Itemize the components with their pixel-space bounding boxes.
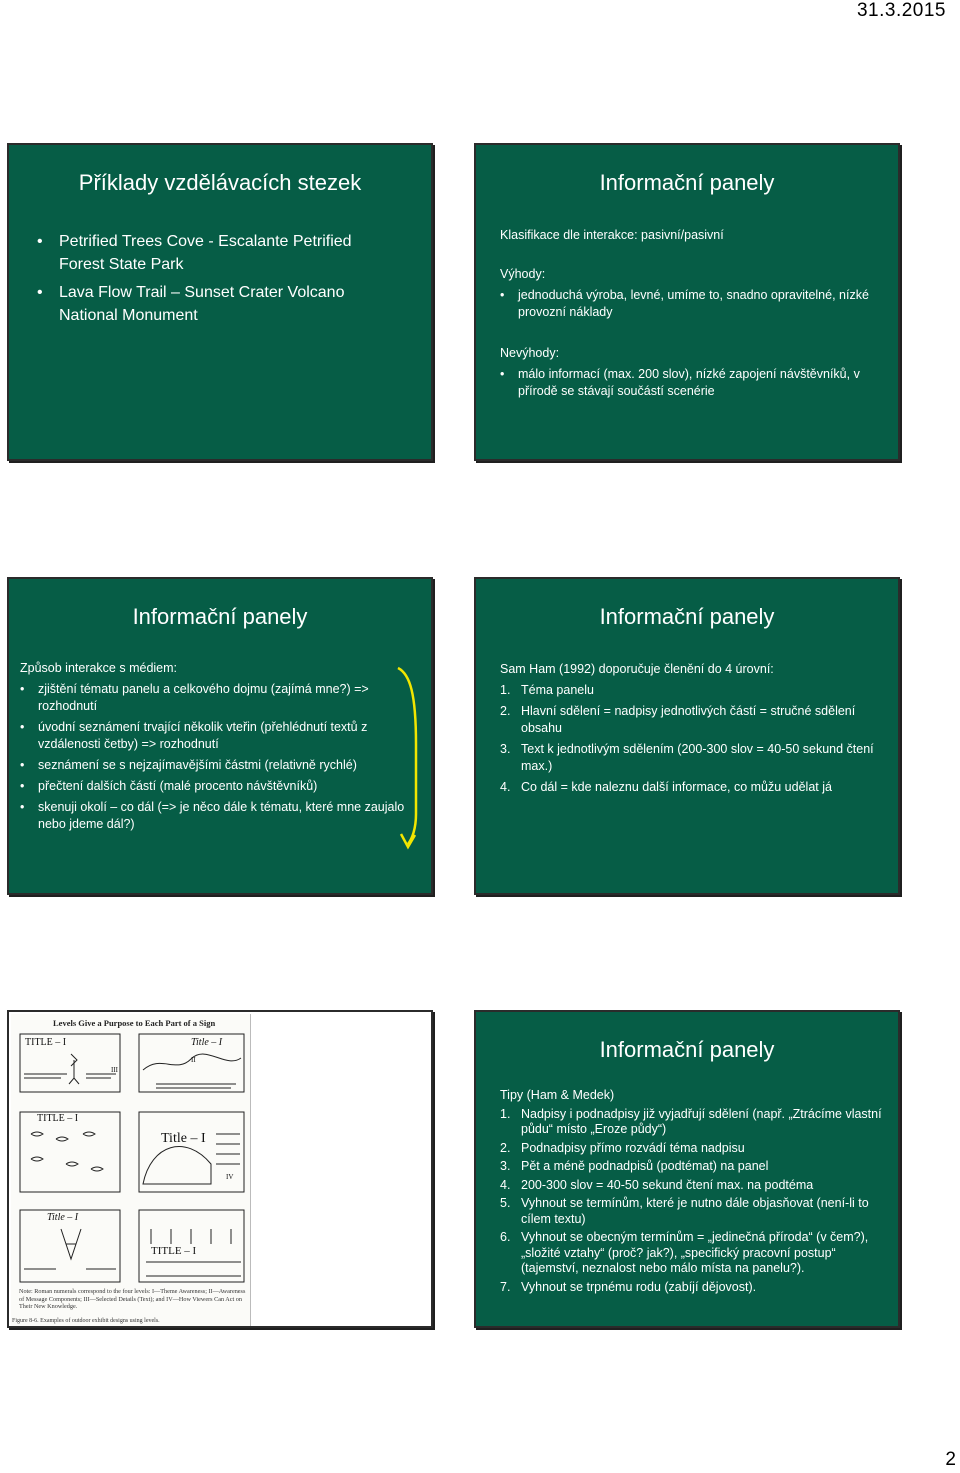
list-text: 200-300 slov = 40-50 sekund čtení max. na podtéma [521, 1177, 814, 1192]
list-item [500, 779, 880, 796]
list-text: Vyhnout se obecným termínům = „jedinečná příroda“ (v čem?), „složité vztahy“ (proč? jak?), „specifický pracovní postup“ (tajemství, neznalost nebo málo místa na panelu?). [521, 1230, 869, 1275]
panel-title-2: Title – I [191, 1037, 223, 1048]
bullet-item: • zjištění tématu panelu a celkového dojmu (zajímá mne?) => rozhodnutí [20, 681, 408, 715]
list-number: 4. [500, 780, 511, 794]
slide-body [500, 661, 880, 796]
list-item [500, 1107, 882, 1138]
disadvantages-list [500, 366, 875, 400]
bullet-list [37, 230, 397, 327]
list-number: 4. [500, 1177, 511, 1192]
list-item [500, 1230, 882, 1277]
roman-label: IV [226, 1173, 234, 1181]
list-text: Nadpisy i podnadpisy již vyjadřují sdělení (např. „Ztrácíme vlastní půdu“ místo „Eroze půdy“) [521, 1106, 882, 1136]
slide-4 [474, 577, 900, 895]
advantages-label: Výhody: [500, 267, 546, 281]
list-text: Co dál = kde naleznu další informace, co můžu udělat já [521, 780, 832, 794]
list-text: Vyhnout se termínům, které je nutno dále objasňovat (není-li to cílem textu) [521, 1196, 869, 1226]
list-text: Text k jednotlivým sdělením (200-300 slov = 40-50 sekund čtení max.) [521, 742, 874, 773]
bullet-item: • jednoduchá výroba, levné, umíme to, snadno opravitelné, nízké provozní náklady [500, 287, 875, 321]
list-text: Hlavní sdělení = nadpisy jednotlivých částí = stručné sdělení obsahu [521, 704, 856, 735]
numbered-list [500, 682, 880, 796]
bullet-item: • málo informací (max. 200 slov), nízké zapojení návštěvníků, v přírodě se stávají součástí scenérie [500, 366, 875, 400]
slide-title: Informační panely [599, 1037, 775, 1062]
figure-caption: Figure 8-6. Examples of outdoor exhibit designs using levels. [12, 1318, 160, 1324]
list-item [500, 1280, 882, 1296]
intro-text: Sam Ham (1992) doporučuje členění do 4 úrovní: [500, 662, 774, 676]
list-item [500, 1196, 882, 1227]
bullet-item: • přečtení dalších částí (malé procento návštěvníků) [20, 778, 408, 795]
list-number: 7. [500, 1279, 511, 1294]
panel-title-6: TITLE – I [151, 1245, 197, 1257]
bullet-item: • seznámení se s nejzajímavějšími částmi (relativně rychlé) [20, 757, 408, 774]
bullet-item: • Lava Flow Trail – Sunset Crater Volcano National Monument [37, 281, 397, 327]
list-number: 2. [500, 704, 511, 718]
list-number: 6. [500, 1230, 511, 1244]
intro-text: Způsob interakce s médiem: [20, 661, 178, 675]
slide-body [500, 1088, 882, 1295]
page-number: 2 [945, 1449, 956, 1470]
list-number: 3. [500, 1159, 511, 1173]
list-text: Podnadpisy přímo rozvádí téma nadpisu [521, 1140, 745, 1155]
list-number: 1. [500, 1106, 511, 1121]
intro-text: Tipy (Ham & Medek) [500, 1088, 615, 1102]
slide-6 [474, 1010, 900, 1328]
bullet-item: • Petrified Trees Cove - Escalante Petrified Forest State Park [37, 230, 397, 276]
panel-title-3: TITLE – I [37, 1113, 79, 1124]
panel-title-4: Title – I [161, 1131, 206, 1146]
numbered-list [500, 1107, 882, 1296]
curved-arrow-icon [394, 664, 424, 854]
list-number: 5. [500, 1196, 511, 1210]
page-date: 31.3.2015 [856, 0, 946, 21]
roman-label: II [191, 1056, 196, 1064]
list-text: Vyhnout se trpnému rodu (zabíjí dějovost). [521, 1279, 757, 1294]
sign-levels-figure [11, 1014, 251, 1326]
bullet-item: • skenuji okolí – co dál (=> je něco dále k tématu, které mne zaujalo nebo jdeme dál?) [20, 799, 408, 833]
list-number: 2. [500, 1140, 511, 1155]
advantages-list [500, 287, 875, 321]
classification-text: Klasifikace dle interakce: pasivní/pasivní [500, 228, 724, 242]
list-item [500, 1178, 882, 1194]
sign-sketches-illustration [11, 1014, 250, 1284]
slide-body [20, 660, 408, 833]
slide-title: Informační panely [132, 604, 308, 629]
list-item [500, 682, 880, 699]
slide-1 [7, 143, 433, 461]
figure-note: Note: Roman numerals correspond to the four levels: I—Theme Awareness; II—Awareness of Message Components; III—Selected Details (Text); and IV—How Viewers Can Act on Their New Knowledge. [19, 1288, 246, 1310]
slide-2 [474, 143, 900, 461]
list-item [500, 1159, 882, 1175]
list-item [500, 741, 880, 775]
list-item [500, 1141, 882, 1157]
slide-title: Příklady vzdělávacích stezek [78, 170, 362, 195]
bullet-item: • úvodní seznámení trvající několik vteřin (přehlédnutí textů z vzdálenosti četby) => rozhodnutí [20, 719, 408, 753]
figure-heading: Levels Give a Purpose to Each Part of a Sign [53, 1018, 216, 1028]
list-text: Pět a méně podnadpisů (podtémat) na panel [521, 1159, 769, 1173]
slide-3 [7, 577, 433, 895]
panel-title-5: Title – I [47, 1212, 79, 1223]
slide-body [500, 227, 875, 400]
roman-label: III [111, 1066, 118, 1074]
list-number: 1. [500, 683, 511, 697]
disadvantages-label: Nevýhody: [500, 346, 560, 360]
slide-title: Informační panely [599, 170, 775, 195]
list-item [500, 703, 880, 737]
list-text: Téma panelu [521, 683, 594, 697]
panel-title-1: TITLE – I [25, 1037, 67, 1048]
slide-body [37, 230, 397, 332]
bullet-list [20, 681, 408, 833]
list-number: 3. [500, 742, 511, 756]
slide-title: Informační panely [599, 604, 775, 629]
slide-5 [7, 1010, 433, 1328]
